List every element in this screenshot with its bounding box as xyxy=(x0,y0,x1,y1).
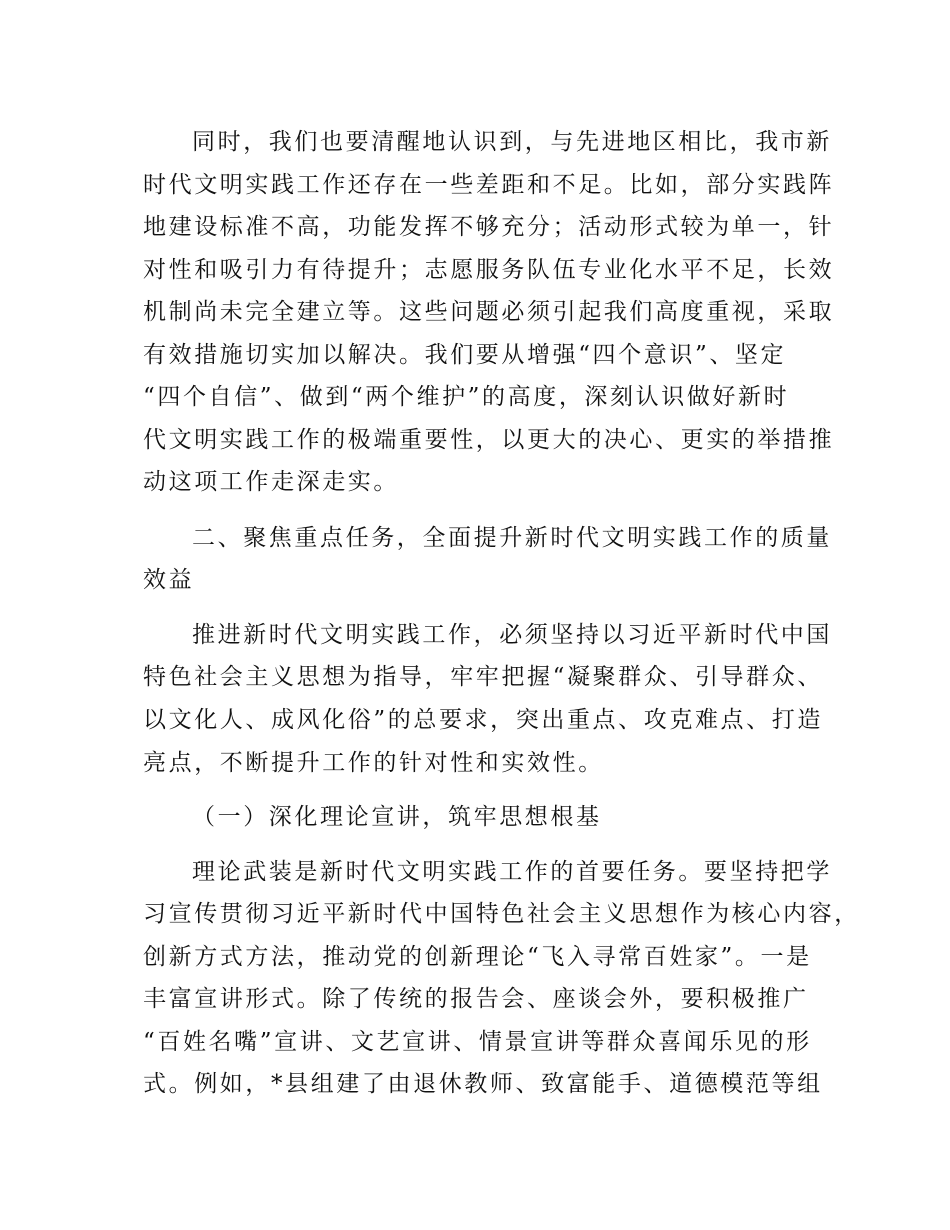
paragraph-1-line-5: 机制尚未完全建立等。这些问题必须引起我们高度重视，采取 xyxy=(143,299,835,325)
section-heading-line-1: 二、聚焦重点任务，全面提升新时代文明实践工作的质量 xyxy=(192,525,832,551)
paragraph-3-line-6: 式。例如，*县组建了由退休教师、致富能手、道德模范等组 xyxy=(143,1071,823,1097)
paragraph-1-line-9: 动这项工作走深走实。 xyxy=(143,469,399,495)
paragraph-3-line-3: 创新方式方法，推动党的创新理论“飞入寻常百姓家”。一是 xyxy=(143,944,812,970)
paragraph-3-line-1: 理论武装是新时代文明实践工作的首要任务。要坚持把学 xyxy=(192,859,832,885)
paragraph-1-line-2: 时代文明实践工作还存在一些差距和不足。比如，部分实践阵 xyxy=(143,172,835,198)
paragraph-1-line-4: 对性和吸引力有待提升；志愿服务队伍专业化水平不足，长效 xyxy=(143,257,835,283)
paragraph-3-line-4: 丰富宣讲形式。除了传统的报告会、座谈会外，要积极推广 xyxy=(143,986,809,1012)
paragraph-3-line-5: “百姓名嘴”宣讲、文艺宣讲、情景宣讲等群众喜闻乐见的形 xyxy=(143,1029,812,1055)
paragraph-2-line-3: 以文化人、成风化俗”的总要求，突出重点、攻克难点、打造 xyxy=(143,707,823,733)
paragraph-1-line-6: 有效措施切实加以解决。我们要从增强“四个意识”、坚定 xyxy=(143,342,787,368)
paragraph-1-line-3: 地建设标准不高，功能发挥不够充分；活动形式较为单一，针 xyxy=(143,214,835,240)
paragraph-2-line-1: 推进新时代文明实践工作，必须坚持以习近平新时代中国 xyxy=(192,622,832,648)
section-heading-line-2: 效益 xyxy=(143,567,195,593)
paragraph-1-line-8: 代文明实践工作的极端重要性，以更大的决心、更实的举措推 xyxy=(143,427,835,453)
subsection-heading: （一）深化理论宣讲，筑牢思想根基 xyxy=(192,804,602,830)
paragraph-2-line-2: 特色社会主义思想为指导，牢牢把握“凝聚群众、引导群众、 xyxy=(143,664,823,690)
paragraph-3-line-2: 习宣传贯彻习近平新时代中国特色社会主义思想作为核心内容， xyxy=(143,901,860,927)
paragraph-1-line-7: “四个自信”、做到“两个维护”的高度，深刻认识做好新时 xyxy=(143,384,790,410)
paragraph-2-line-4: 亮点，不断提升工作的针对性和实效性。 xyxy=(143,750,604,776)
paragraph-1-line-1: 同时，我们也要清醒地认识到，与先进地区相比，我市新 xyxy=(192,129,832,155)
